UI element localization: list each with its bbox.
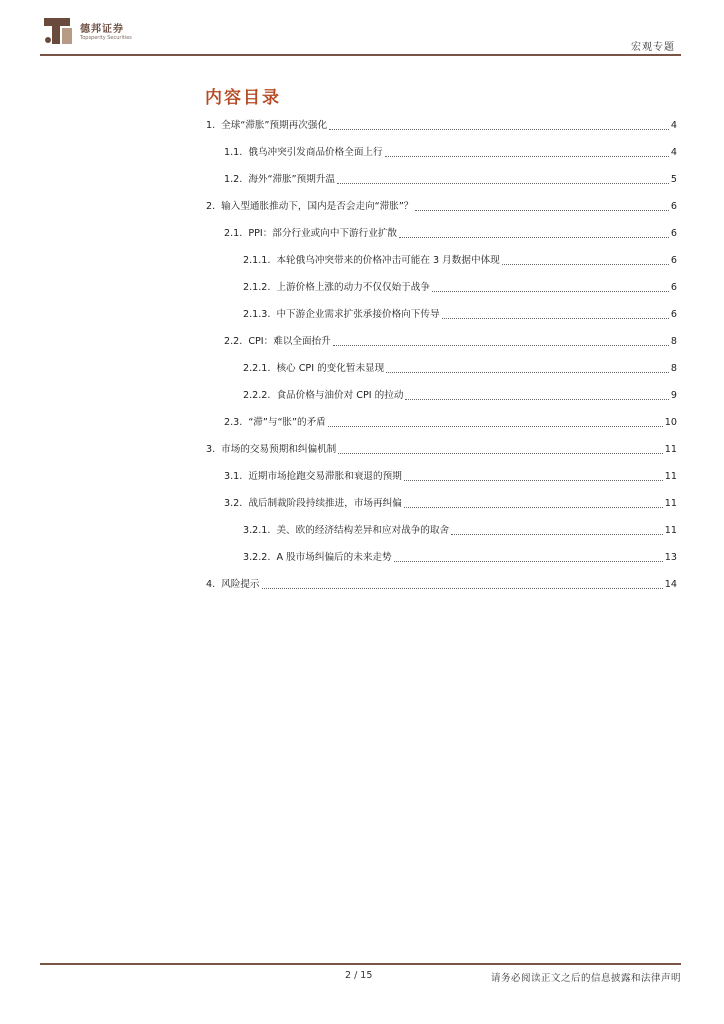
toc-entry-page: 4 — [670, 120, 677, 131]
toc-entry-page: 6 — [670, 282, 677, 293]
brand-name-cn: 德邦证券 — [80, 24, 124, 35]
page-indicator: 2 / 15 — [345, 970, 373, 981]
toc-entry-number: 2.2.2. — [243, 390, 271, 401]
toc-entry[interactable] — [243, 280, 677, 296]
toc-entry-number: 2.3. — [224, 417, 243, 428]
toc-entry-number: 1.2. — [224, 174, 243, 185]
toc-entry-title: 美、欧的经济结构差异和应对战争的取舍 — [276, 525, 450, 536]
toc-entry-title: CPI：难以全面抬升 — [248, 336, 331, 347]
toc-entry-number: 2.1. — [224, 228, 243, 239]
toc-entry-page: 10 — [664, 417, 677, 428]
toc-leader — [333, 345, 669, 346]
toc-entry-title: PPI：部分行业或向中下游行业扩散 — [248, 228, 398, 239]
brand-logo-icon — [40, 14, 76, 48]
toc-entry-title: 近期市场抢跑交易滞胀和衰退的预期 — [248, 471, 402, 482]
toc-leader — [404, 480, 663, 481]
toc-entry[interactable] — [243, 550, 677, 566]
toc-entry-number: 1.1. — [224, 147, 243, 158]
toc-leader — [502, 264, 669, 265]
toc-leader — [394, 561, 663, 562]
toc-entry-page: 14 — [664, 579, 677, 590]
toc-leader — [399, 237, 669, 238]
legal-disclaimer: 请务必阅读正文之后的信息披露和法律声明 — [490, 973, 681, 984]
toc-entry[interactable] — [224, 415, 677, 431]
toc-entry[interactable] — [206, 118, 677, 134]
brand-logo — [40, 14, 150, 50]
toc-entry-number: 2.2. — [224, 336, 243, 347]
toc-leader — [328, 426, 663, 427]
toc-entry-page: 9 — [670, 390, 677, 401]
toc-entry-title: “滞”与“胀”的矛盾 — [248, 417, 326, 428]
toc-entry-title: 市场的交易预期和纠偏机制 — [221, 444, 337, 455]
toc-entry[interactable] — [206, 442, 677, 458]
toc-entry-page: 11 — [664, 525, 677, 536]
toc-leader — [432, 291, 669, 292]
toc-entry-title: 全球“滞胀”预期再次强化 — [221, 120, 328, 131]
toc-entry-page: 11 — [664, 471, 677, 482]
toc-entry-title: 输入型通胀推动下，国内是否会走向“滞胀”？ — [221, 201, 414, 212]
toc-entry[interactable] — [224, 226, 677, 242]
toc-entry-page: 6 — [670, 255, 677, 266]
toc-entry-number: 2. — [206, 201, 216, 212]
toc-entry-number: 2.1.2. — [243, 282, 271, 293]
toc-entry-title: 风险提示 — [221, 579, 260, 590]
brand-name-en: Topsperity Securities — [80, 35, 132, 41]
toc-entry-title: 战后制裁阶段持续推进，市场再纠偏 — [248, 498, 402, 509]
toc-leader — [386, 372, 669, 373]
toc-entry-title: 俄乌冲突引发商品价格全面上行 — [248, 147, 383, 158]
toc-entry-number: 3.2.1. — [243, 525, 271, 536]
toc-leader — [329, 129, 669, 130]
toc-entry[interactable] — [224, 469, 677, 485]
toc-entry-number: 2.1.1. — [243, 255, 271, 266]
toc-entry-page: 11 — [664, 444, 677, 455]
toc-title: 内容目录 — [205, 88, 281, 108]
toc-entry[interactable] — [243, 523, 677, 539]
toc-leader — [337, 183, 669, 184]
toc-entry-page: 11 — [664, 498, 677, 509]
toc-entry-page: 6 — [670, 228, 677, 239]
toc-entry-page: 6 — [670, 201, 677, 212]
toc-entry-number: 2.1.3. — [243, 309, 271, 320]
toc-leader — [442, 318, 669, 319]
toc-entry[interactable] — [206, 199, 677, 215]
toc-entry[interactable] — [206, 577, 677, 593]
toc-leader — [385, 156, 669, 157]
toc-entry-title: 食品价格与油价对 CPI 的拉动 — [276, 390, 404, 401]
toc-entry-title: 海外“滞胀”预期升温 — [248, 174, 336, 185]
report-category: 宏观专题 — [631, 42, 675, 53]
toc-entry-page: 4 — [670, 147, 677, 158]
toc-entry[interactable] — [243, 307, 677, 323]
toc-leader — [451, 534, 663, 535]
toc-entry-title: A 股市场纠偏后的未来走势 — [276, 552, 392, 563]
toc-entry-number: 4. — [206, 579, 216, 590]
toc-leader — [415, 210, 669, 211]
toc-entry-number: 3.2. — [224, 498, 243, 509]
header-divider — [40, 54, 681, 56]
toc-entry-title: 上游价格上涨的动力不仅仅始于战争 — [276, 282, 430, 293]
toc-entry-number: 3.2.2. — [243, 552, 271, 563]
toc-entry[interactable] — [224, 172, 677, 188]
toc-entry-number: 1. — [206, 120, 216, 131]
toc-entry[interactable] — [243, 253, 677, 269]
toc-leader — [262, 588, 663, 589]
toc-leader — [405, 399, 668, 400]
toc-entry-title: 核心 CPI 的变化暂未显现 — [276, 363, 385, 374]
toc-entry-number: 3. — [206, 444, 216, 455]
toc-entry-page: 6 — [670, 309, 677, 320]
toc-entry-number: 2.2.1. — [243, 363, 271, 374]
toc-leader — [338, 453, 663, 454]
toc-entry-page: 8 — [670, 363, 677, 374]
toc-entry[interactable] — [243, 361, 677, 377]
toc-entry-title: 本轮俄乌冲突带来的价格冲击可能在 3 月数据中体现 — [276, 255, 500, 266]
toc-entry-number: 3.1. — [224, 471, 243, 482]
footer-divider — [40, 963, 681, 965]
toc-entry-title: 中下游企业需求扩张承接价格向下传导 — [276, 309, 440, 320]
page-header — [40, 14, 681, 56]
toc-entry[interactable] — [243, 388, 677, 404]
toc-entry[interactable] — [224, 496, 677, 512]
toc-entry-page: 13 — [664, 552, 677, 563]
toc-entry[interactable] — [224, 145, 677, 161]
toc-leader — [404, 507, 663, 508]
toc-entry[interactable] — [224, 334, 677, 350]
toc-entry-page: 8 — [670, 336, 677, 347]
toc-entry-page: 5 — [670, 174, 677, 185]
